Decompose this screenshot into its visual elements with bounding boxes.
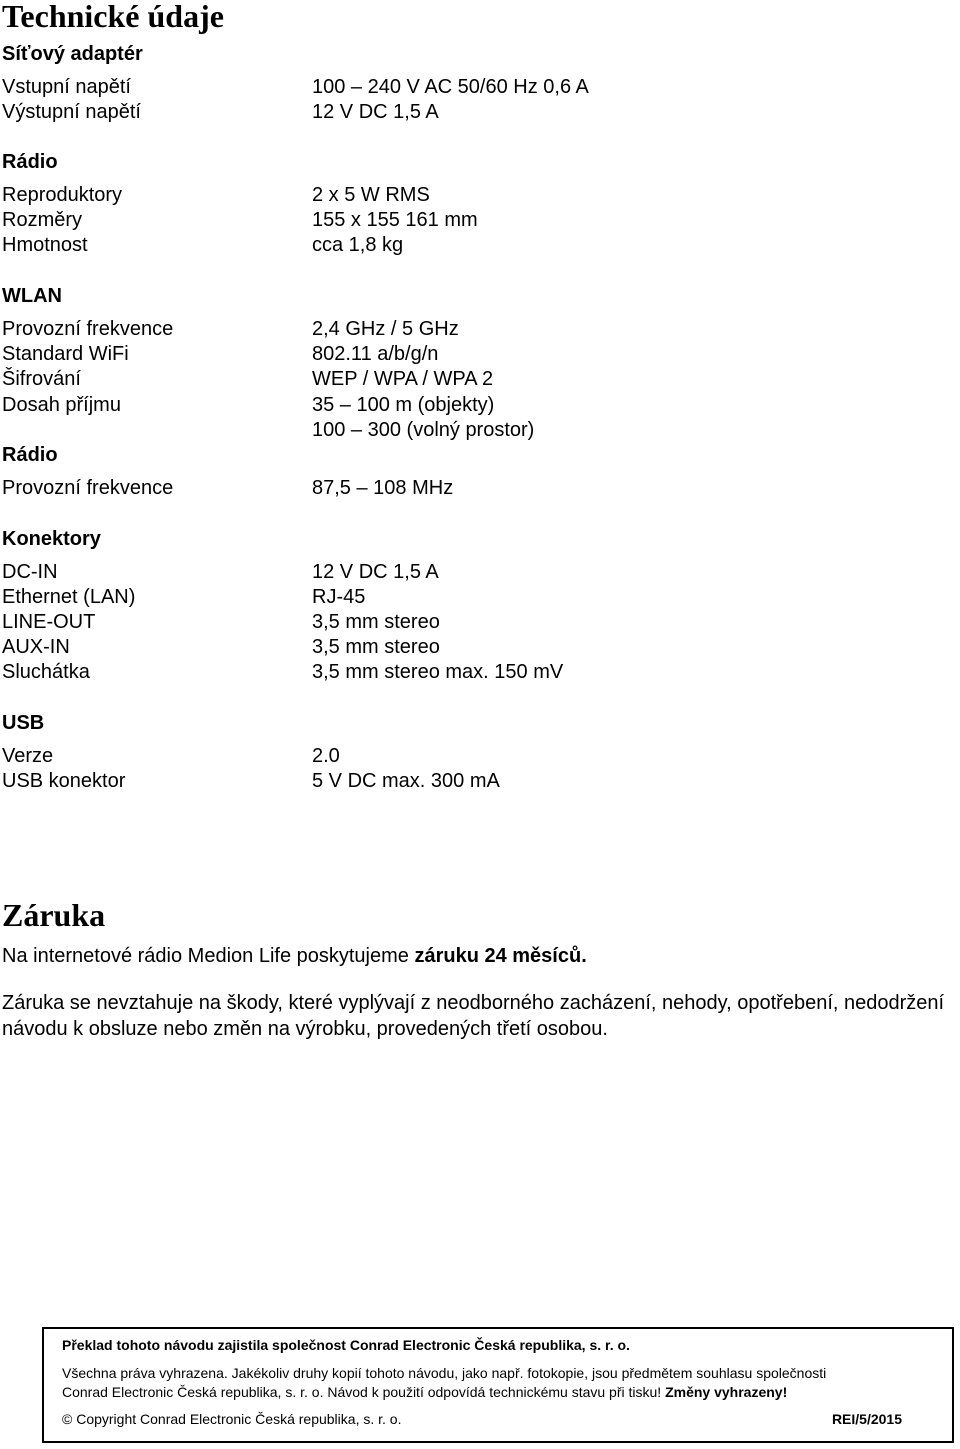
spec-row [0,660,960,685]
spec-row [0,585,960,610]
spec-row [0,418,960,443]
spec-value: WEP / WPA / WPA 2 [312,368,494,390]
spec-label: Vstupní napětí [2,76,131,98]
spec-value: 155 x 155 161 mm [312,209,478,231]
spec-value: 35 – 100 m (objekty) [312,394,495,416]
warranty-period-bold: záruku 24 měsíců. [414,945,587,967]
spec-value: 3,5 mm stereo [312,611,440,633]
warranty-exclusions: Záruka se nevztahuje na škody, které vyplývají z neodborného zacházení, nehody, opotřebení, nedodržení návodu k obsluze nebo změn na výrobku, provedených třetí osobou. [2,992,945,1040]
spec-value: 12 V DC 1,5 A [312,101,439,123]
spec-row [0,183,960,208]
spec-row [0,635,960,660]
footer-rights: Všechna práva vyhrazena. Jakékoliv druhy kopií tohoto návodu, jako např. fotokopie, jsou předmětem souhlasu společnosti [62,1365,827,1381]
spec-value: 12 V DC 1,5 A [312,561,439,583]
footer-copyright: © Copyright Conrad Electronic Česká republika, s. r. o. [62,1411,402,1427]
spec-row [0,317,960,342]
spec-label: Šifrování [2,368,81,390]
spec-value: 87,5 – 108 MHz [312,477,454,499]
spec-row [0,342,960,367]
spec-label: Rozměry [2,209,83,231]
warranty-heading: Záruka [2,897,106,933]
spec-value: 2 x 5 W RMS [312,184,430,206]
spec-row [0,208,960,233]
spec-label: Verze [2,745,54,767]
spec-row [0,100,960,125]
spec-label: Ethernet (LAN) [2,586,136,608]
spec-label: Výstupní napětí [2,101,141,123]
warranty-period [2,943,952,969]
spec-value: 100 – 300 (volný prostor) [312,419,535,441]
footer-document-code: REI/5/2015 [831,1411,902,1427]
footer-rights-continued [62,1384,787,1400]
spec-row [0,476,960,501]
footer-rights-text: Conrad Electronic Česká republika, s. r. o. Návod k použití odpovídá technickému stavu při tisku! [62,1384,666,1400]
spec-label: LINE-OUT [2,611,96,633]
spec-label: Standard WiFi [2,343,129,365]
section-heading-wlan: WLAN [2,285,62,307]
spec-row [0,367,960,392]
spec-row [0,233,960,258]
spec-value: 2.0 [312,745,340,767]
section-heading-usb: USB [2,712,45,734]
spec-label: USB konektor [2,770,126,792]
spec-value: 100 – 240 V AC 50/60 Hz 0,6 A [312,76,589,98]
spec-label: DC-IN [2,561,58,583]
spec-row [0,744,960,769]
spec-label: Hmotnost [2,234,88,256]
spec-row [0,560,960,585]
spec-label: Sluchátka [2,661,90,683]
section-heading-radio: Rádio [2,151,58,173]
spec-value: 802.11 a/b/g/n [312,343,439,365]
warranty-period-text: Na internetové rádio Medion Life poskytujeme [2,945,415,967]
page-title: Technické údaje [2,0,224,34]
spec-label: Provozní frekvence [2,477,174,499]
footer-translation-note: Překlad tohoto návodu zajistila společnost Conrad Electronic Česká republika, s. r. o. [62,1337,630,1353]
spec-label: Dosah příjmu [2,394,121,416]
spec-value: 2,4 GHz / 5 GHz [312,318,459,340]
spec-label: Provozní frekvence [2,318,174,340]
spec-value: 3,5 mm stereo [312,636,440,658]
footer-changes-reserved: Změny vyhrazeny! [665,1384,788,1400]
spec-row [0,75,960,100]
spec-row [0,393,960,418]
section-heading-connectors: Konektory [2,528,101,550]
section-heading-radio-frequency: Rádio [2,444,58,466]
spec-value: 5 V DC max. 300 mA [312,770,500,792]
spec-value: 3,5 mm stereo max. 150 mV [312,661,564,683]
spec-row [0,769,960,794]
spec-label: Reproduktory [2,184,123,206]
spec-label: AUX-IN [2,636,70,658]
section-heading-adapter: Síťový adaptér [2,43,143,65]
footer-box [42,1327,954,1443]
spec-value: RJ-45 [312,586,366,608]
spec-row [0,610,960,635]
spec-value: cca 1,8 kg [312,234,404,256]
